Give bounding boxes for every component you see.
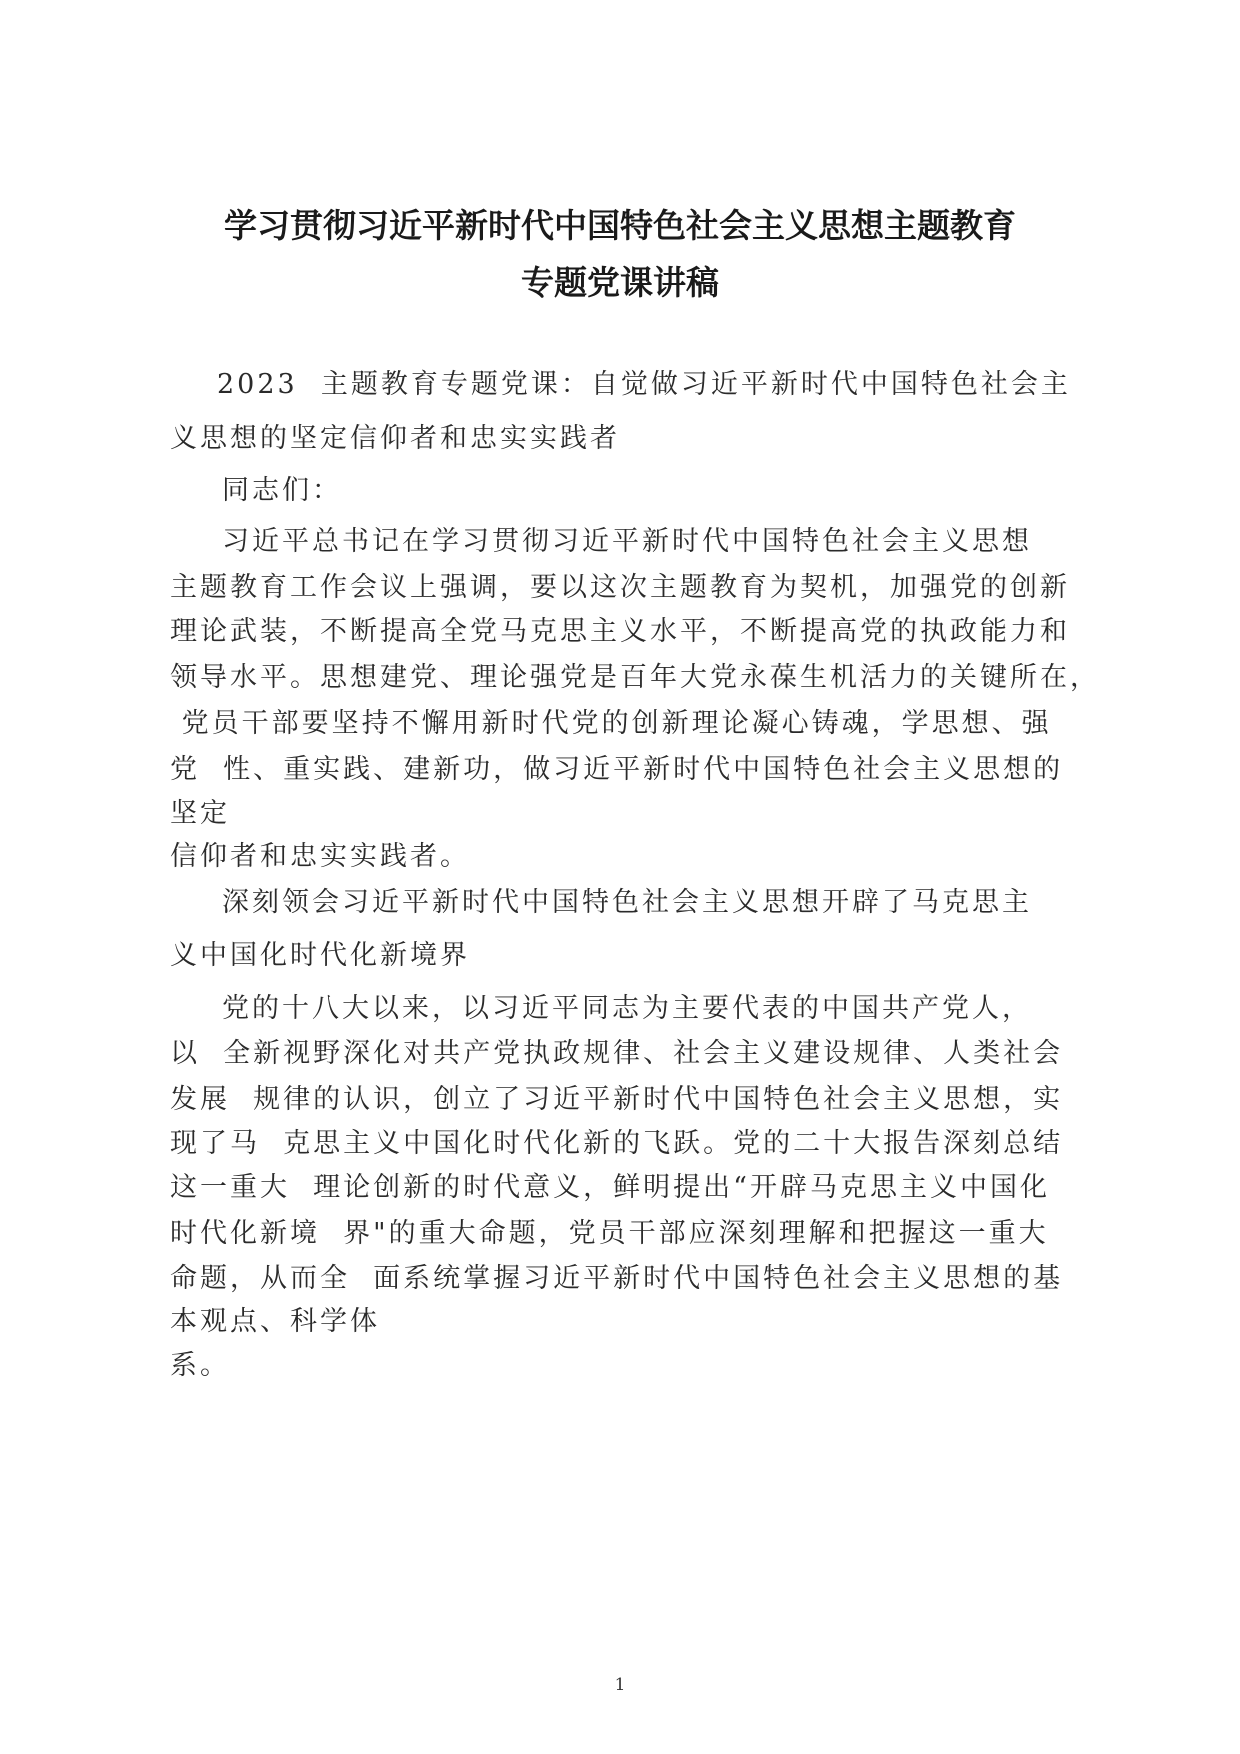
subtitle-line: 2023 主题教育专题党课：自觉做习近平新时代中国特色社会主 — [217, 369, 1071, 400]
document-title-line-2: 专题党课讲稿 — [521, 263, 719, 302]
body-line: 主题教育工作会议上强调，要以这次主题教育为契机，加强党的创新 — [170, 572, 1070, 603]
body-line: 领导水平。思想建党、理论强党是百年大党永葆生机活力的关键所在， — [170, 662, 1100, 693]
salutation: 同志们： — [222, 475, 342, 506]
body-line: 党员干部要坚持不懈用新时代党的创新理论凝心铸魂，学思想、强 — [170, 708, 1052, 739]
body-line: 现了马 克思主义中国化时代化新的飞跃。党的二十大报告深刻总结 — [170, 1128, 1064, 1159]
body-line: 时代化新境 界"的重大命题，党员干部应深刻理解和把握这一重大 — [170, 1218, 1049, 1249]
document-title-line-1: 学习贯彻习近平新时代中国特色社会主义思想主题教育 — [224, 206, 1016, 245]
body-line: 以 全新视野深化对共产党执政规律、社会主义建设规律、人类社会 — [170, 1038, 1064, 1069]
body-line: 理论武装，不断提高全党马克思主义水平，不断提高党的执政能力和 — [170, 616, 1070, 647]
section-heading-line: 深刻领会习近平新时代中国特色社会主义思想开辟了马克思主 — [222, 887, 1032, 918]
section-heading-line: 义中国化时代化新境界 — [170, 940, 470, 971]
body-line: 命题，从而全 面系统掌握习近平新时代中国特色社会主义思想的基 — [170, 1263, 1064, 1294]
page-number: 1 — [614, 1675, 626, 1695]
body-line: 发展 规律的认识，创立了习近平新时代中国特色社会主义思想，实 — [170, 1084, 1064, 1115]
body-line: 习近平总书记在学习贯彻习近平新时代中国特色社会主义思想 — [222, 526, 1032, 557]
body-line: 党的十八大以来，以习近平同志为主要代表的中国共产党人， — [222, 993, 1032, 1024]
body-line: 坚定 — [170, 798, 230, 829]
body-line: 本观点、科学体 — [170, 1306, 380, 1337]
body-line: 这一重大 理论创新的时代意义，鲜明提出“开辟马克思主义中国化 — [170, 1172, 1050, 1203]
body-line: 党 性、重实践、建新功，做习近平新时代中国特色社会主义思想的 — [170, 754, 1064, 785]
body-line: 信仰者和忠实实践者。 — [170, 841, 470, 872]
body-line: 系。 — [170, 1350, 230, 1381]
subtitle-line: 义思想的坚定信仰者和忠实实践者 — [170, 423, 620, 454]
